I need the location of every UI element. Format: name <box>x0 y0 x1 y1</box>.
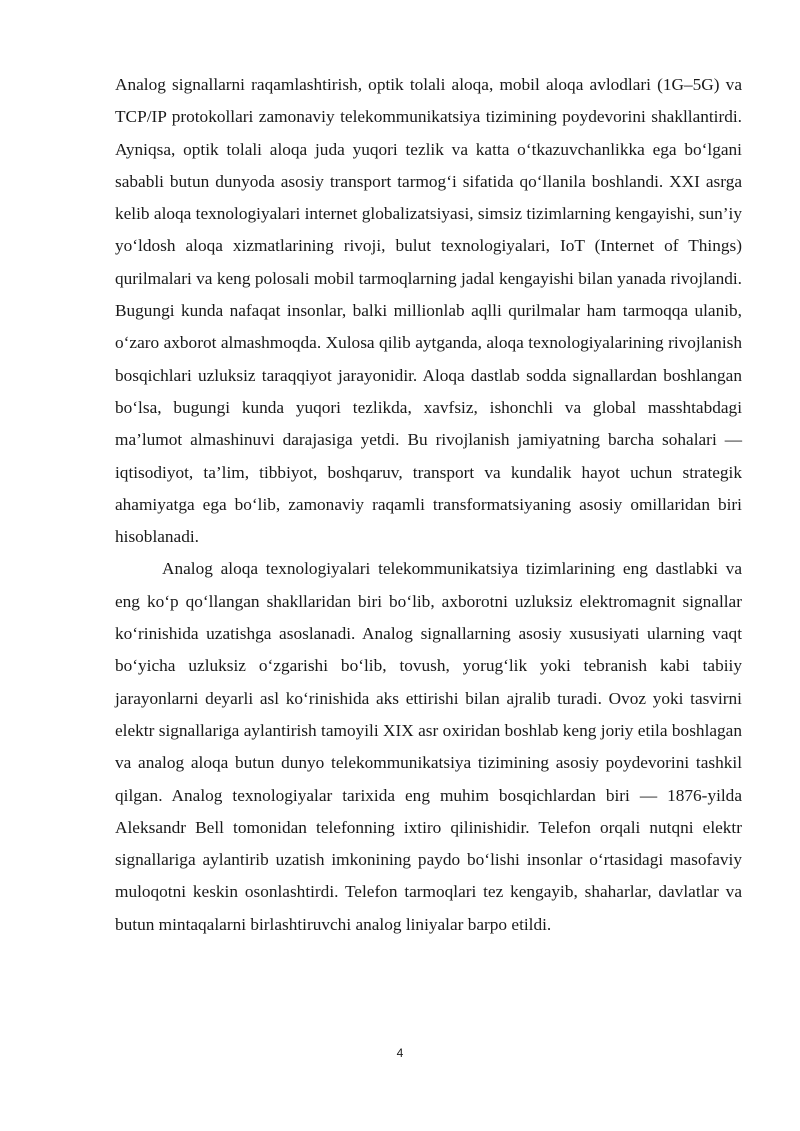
document-body <box>115 69 742 941</box>
paragraph-1: Analog signallarni raqamlashtirish, optik tolali aloqa, mobil aloqa avlodlari (1G–5G) va TCP/IP protokollari zamonaviy telekommunikatsiya tizimining poydevorini shakllantirdi. Ayniqsa, optik tolali aloqa juda yuqori tezlik va katta o‘tkazuvchanlikka ega bo‘lgani sababli butun dunyoda asosiy transport tarmog‘i sifatida qo‘llanila boshlandi. XXI asrga kelib aloqa texnologiyalari internet globalizatsiyasi, simsiz tizimlarning kengayishi, sun’iy yo‘ldosh aloqa xizmatlarining rivoji, bulut texnologiyalari, IoT (Internet of Things) qurilmalari va keng polosali mobil tarmoqlarning jadal kengayishi bilan yanada rivojlandi. Bugungi kunda nafaqat insonlar, balki millionlab aqlli qurilmalar ham tarmoqqa ulanib, o‘zaro axborot almashmoqda. Xulosa qilib aytganda, aloqa texnologiyalarining rivojlanish bosqichlari uzluksiz taraqqiyot jarayonidir. Aloqa dastlab sodda signallardan boshlangan bo‘lsa, bugungi kunda yuqori tezlikda, xavfsiz, ishonchli va global masshtabdagi ma’lumot almashinuvi darajasiga yetdi. Bu rivojlanish jamiyatning barcha sohalari — iqtisodiyot, ta’lim, tibbiyot, boshqaruv, transport va kundalik hayot uchun strategik ahamiyatga ega bo‘lib, zamonaviy raqamli transformatsiyaning asosiy omillaridan biri hisoblanadi. <box>115 75 742 547</box>
paragraph-2: Analog aloqa texnologiyalari telekommunikatsiya tizimlarining eng dastlabki va eng ko‘p qo‘llangan shakllaridan biri bo‘lib, axborotni uzluksiz elektromagnit signallar ko‘rinishida uzatishga asoslanadi. Analog signallarning asosiy xususiyati ularning vaqt bo‘yicha uzluksiz o‘zgarishi bo‘lib, tovush, yorug‘lik yoki tebranish kabi tabiiy jarayonlarni deyarli asl ko‘rinishida aks ettirishi bilan ajralib turadi. Ovoz yoki tasvirni elektr signallariga aylantirish tamoyili XIX asr oxiridan boshlab keng joriy etila boshlagan va analog aloqa butun dunyo telekommunikatsiya tizimining asosiy poydevorini tashkil qilgan. Analog texnologiyalar tarixida eng muhim bosqichlardan biri — 1876-yilda Aleksandr Bell tomonidan telefonning ixtiro qilinishidir. Telefon orqali nutqni elektr signallariga aylantirib uzatish imkonining paydo bo‘lishi insonlar o‘rtasidagi masofaviy muloqotni keskin osonlashtirdi. Telefon tarmoqlari tez kengayib, shaharlar, davlatlar va butun mintaqalarni birlashtiruvchi analog liniyalar barpo etildi. <box>115 559 742 934</box>
page-number: 4 <box>396 1046 404 1060</box>
